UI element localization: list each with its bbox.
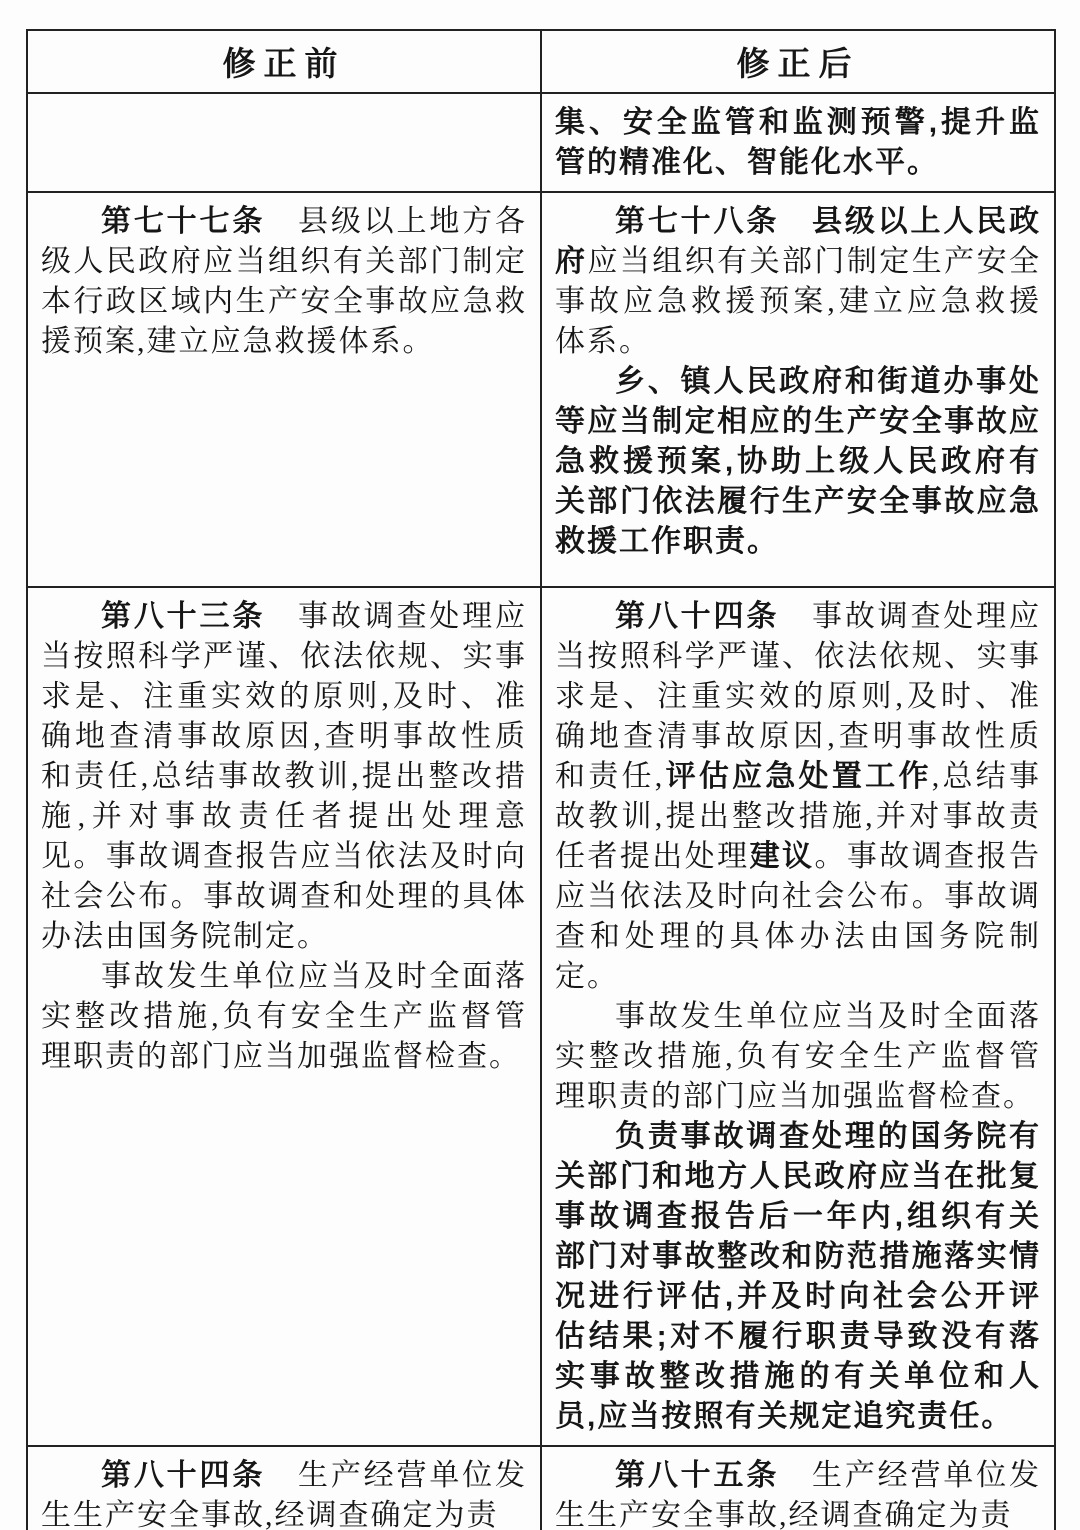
cell-after-amendment (541, 93, 1055, 192)
paragraph (555, 1117, 1041, 1437)
body-text: 事故调查处理应当按照科学严谨、依法依规、实事求是、注重实效的原则,及时、准确地查清事故原因,查明事故性质和责任,总结事故教训,提出整改措施,并对事故责任者提出处理意见。事故调查报告应当依法及时向社会公布。事故调查和处理的具体办法由国务院制定。 (41, 600, 527, 953)
amended-text: 第七十八条 县级以上人民政府 (555, 205, 1041, 278)
body-text: 。事故调查报告应当依法及时向社会公布。事故调查和处理的具体办法由国务院制定。 (555, 840, 1042, 993)
cell-before-amendment (27, 587, 541, 1446)
amended-text: 负责事故调查处理的国务院有关部门和地方人民政府应当在批复事故调查报告后一年内,组织有关部门对事故整改和防范措施落实情况进行评估,并及时向社会公开评估结果;对不履行职责导致没有落实事故整改措施的有关单位和人员,应当按照有关规定追究责任。 (555, 1120, 1041, 1433)
header-before-amendment: 修正前 (27, 30, 541, 93)
table-body (27, 93, 1055, 1530)
table-row (27, 192, 1055, 587)
table-row (27, 1446, 1055, 1530)
header-row (27, 30, 1055, 93)
cell-before-amendment (27, 1446, 541, 1530)
cell-after-amendment (541, 587, 1055, 1446)
cell-before-amendment (27, 93, 541, 192)
body-text: 县级以上地方各级人民政府应当组织有关部门制定本行政区域内生产安全事故应急救援预案,建立应急救援体系。 (41, 205, 527, 358)
body-text: ,总结事故教训,提出整改措施,并对事故责任者提出处理 (555, 760, 1042, 873)
body-text: 应当组织有关部门制定生产安全事故应急救援预案,建立应急救援体系。 (555, 245, 1042, 358)
paragraph (41, 957, 527, 1077)
amended-text: 集、安全监管和监测预警,提升监管的精准化、智能化水平。 (555, 106, 1041, 179)
paragraph (555, 1456, 1041, 1530)
amended-text: 第八十四条 (615, 600, 812, 633)
cell-before-amendment (27, 192, 541, 587)
table-row (27, 587, 1055, 1446)
amended-text: 第八十四条 (101, 1459, 298, 1492)
table-row (27, 93, 1055, 192)
paragraph (555, 103, 1041, 183)
amended-text: 第八十五条 (615, 1459, 812, 1492)
amended-text: 第八十三条 (101, 600, 298, 633)
amended-text: 第七十七条 (101, 205, 298, 238)
paragraph (41, 1456, 527, 1530)
body-text: 生产经营单位发生生产安全事故,经调查确定为责 (555, 1459, 1041, 1530)
cell-after-amendment (541, 1446, 1055, 1530)
paragraph (41, 202, 527, 362)
amended-text: 建议 (749, 840, 815, 873)
body-text: 生产经营单位发生生产安全事故,经调查确定为责 (41, 1459, 527, 1530)
paragraph (555, 202, 1041, 362)
comparison-table (26, 29, 1056, 1530)
body-text: 事故发生单位应当及时全面落实整改措施,负有安全生产监督管理职责的部门应当加强监督检查。 (555, 1000, 1041, 1113)
body-text: 事故发生单位应当及时全面落实整改措施,负有安全生产监督管理职责的部门应当加强监督检查。 (41, 960, 527, 1073)
header-after-amendment: 修正后 (541, 30, 1055, 93)
amended-text: 评估应急处置工作 (664, 760, 932, 793)
amended-text: 乡、镇人民政府和街道办事处等应当制定相应的生产安全事故应急救援预案,协助上级人民政府有关部门依法履行生产安全事故应急救援工作职责。 (555, 365, 1041, 558)
paragraph (555, 997, 1041, 1117)
body-text: 事故调查处理应当按照科学严谨、依法依规、实事求是、注重实效的原则,及时、准确地查清事故原因,查明事故性质和责任, (555, 600, 1041, 793)
cell-after-amendment (541, 192, 1055, 587)
paragraph (555, 597, 1041, 997)
paragraph (555, 362, 1041, 562)
paragraph (41, 597, 527, 957)
